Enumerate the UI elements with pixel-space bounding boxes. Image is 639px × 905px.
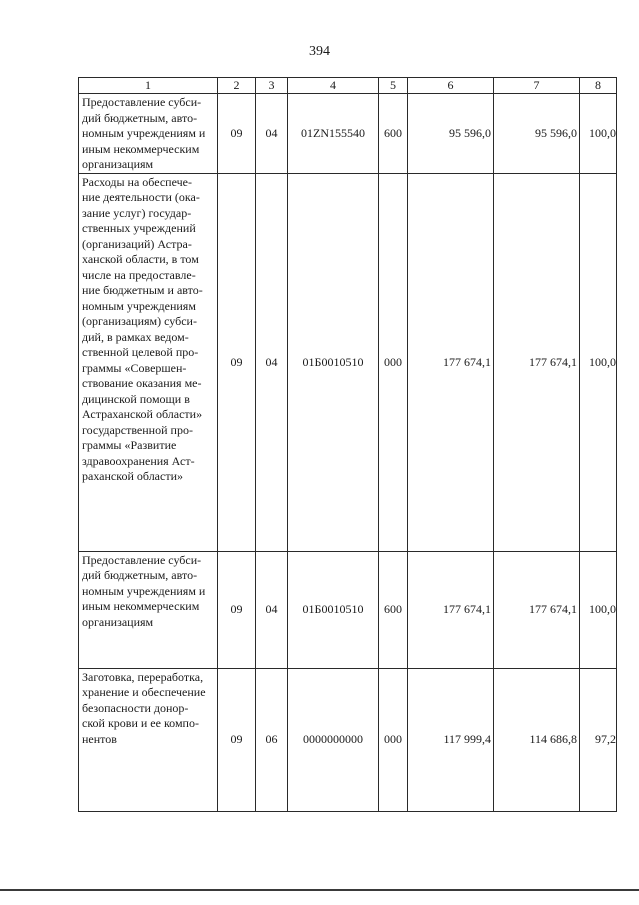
row-name-line: здравоохранения Аст- <box>82 453 195 468</box>
row-expense-type: 000 <box>379 668 408 811</box>
row-section: 09 <box>218 173 256 551</box>
row-name-line: ние бюджетным и авто- <box>82 283 203 297</box>
row-percent: 100,0 <box>580 173 617 551</box>
row-planned-amount: 95 596,0 <box>408 94 494 174</box>
row-actual-amount: 177 674,1 <box>494 173 580 551</box>
row-target-code: 0000000000 <box>288 668 379 811</box>
row-planned-amount: 177 674,1 <box>408 551 494 668</box>
row-name-line: числе на предоставле- <box>82 267 196 282</box>
header-col-7: 7 <box>494 78 580 94</box>
row-name-line: номным учреждениям и <box>82 126 206 140</box>
row-name-line: дий, в рамках ведом- <box>82 329 189 344</box>
bottom-rule <box>0 889 639 891</box>
row-name-line: (организаций) Астра- <box>82 236 192 251</box>
row-name-line: Предоставление субси- <box>82 552 202 567</box>
row-name-line: нентов <box>82 731 117 746</box>
row-target-code: 01Б0010510 <box>288 551 379 668</box>
header-row <box>79 78 617 94</box>
row-subsection: 06 <box>256 668 288 811</box>
row-name-line: организациям <box>82 614 154 629</box>
row-name-line: Астраханской области» <box>82 407 203 421</box>
header-col-4: 4 <box>288 78 379 94</box>
row-name <box>79 668 218 811</box>
row-percent: 97,2 <box>580 668 617 811</box>
row-section: 09 <box>218 668 256 811</box>
header-col-8: 8 <box>580 78 617 94</box>
header-col-1: 1 <box>79 78 218 94</box>
row-name-line: граммы «Совершен- <box>82 360 187 375</box>
row-section: 09 <box>218 94 256 174</box>
row-percent: 100,0 <box>580 551 617 668</box>
row-subsection: 04 <box>256 551 288 668</box>
row-name-line: Расходы на обеспече- <box>82 174 192 189</box>
row-name <box>79 551 218 668</box>
row-name-line: Предоставление субси- <box>82 95 202 109</box>
row-name-line: Заготовка, переработка, <box>82 669 204 684</box>
row-planned-amount: 177 674,1 <box>408 173 494 551</box>
row-name-line: хранение и обеспечение <box>82 685 206 699</box>
table-row <box>79 173 617 551</box>
row-target-code: 01ZN155540 <box>288 94 379 174</box>
row-actual-amount: 95 596,0 <box>494 94 580 174</box>
row-actual-amount: 114 686,8 <box>494 668 580 811</box>
row-name-line: организациям <box>82 157 154 171</box>
table-row <box>79 551 617 668</box>
row-name-line: ственной целевой про- <box>82 345 199 359</box>
row-expense-type: 600 <box>379 94 408 174</box>
table-row <box>79 668 617 811</box>
header-col-6: 6 <box>408 78 494 94</box>
row-name-line: граммы «Развитие <box>82 438 177 452</box>
row-subsection: 04 <box>256 173 288 551</box>
row-subsection: 04 <box>256 94 288 174</box>
row-name-line: номным учреждениям и <box>82 583 206 598</box>
header-col-3: 3 <box>256 78 288 94</box>
row-name-line: зание услуг) государ- <box>82 205 192 220</box>
row-name-line: номным учреждениям <box>82 298 196 313</box>
row-planned-amount: 117 999,4 <box>408 668 494 811</box>
row-expense-type: 000 <box>379 173 408 551</box>
row-name-line: ственных учреждений <box>82 221 196 235</box>
row-target-code: 01Б0010510 <box>288 173 379 551</box>
row-name-line: государственной про- <box>82 422 193 437</box>
row-name <box>79 173 218 551</box>
row-name-line: иным некоммерческим <box>82 141 200 156</box>
row-name-line: (организациям) субси- <box>82 314 197 328</box>
row-percent: 100,0 <box>580 94 617 174</box>
header-col-5: 5 <box>379 78 408 94</box>
page-number: 394 <box>309 44 330 59</box>
row-name-line: ствование оказания ме- <box>82 376 202 390</box>
budget-table <box>78 77 617 812</box>
row-name-line: дицинской помощи в <box>82 391 190 406</box>
row-name-line: ние деятельности (ока- <box>82 190 200 204</box>
row-actual-amount: 177 674,1 <box>494 551 580 668</box>
row-name-line: безопасности донор- <box>82 700 189 715</box>
row-name-line: иным некоммерческим <box>82 599 200 613</box>
row-name <box>79 94 218 174</box>
header-col-2: 2 <box>218 78 256 94</box>
row-name-line: раханской области» <box>82 469 183 483</box>
table-row <box>79 94 617 174</box>
row-name-line: ханской области, в том <box>82 252 199 266</box>
row-name-line: дий бюджетным, авто- <box>82 110 198 125</box>
row-expense-type: 600 <box>379 551 408 668</box>
row-name-line: ской крови и ее компо- <box>82 716 199 730</box>
row-name-line: дий бюджетным, авто- <box>82 568 198 582</box>
row-section: 09 <box>218 551 256 668</box>
